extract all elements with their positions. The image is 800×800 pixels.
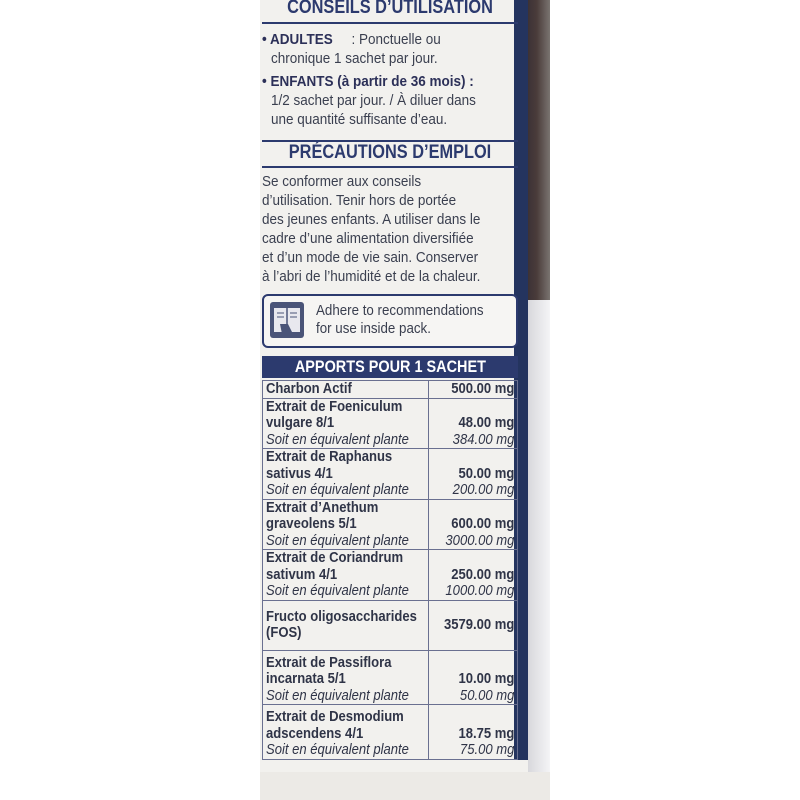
table-row [263, 381, 518, 399]
table-row [263, 600, 518, 650]
equivalent-label: Soit en équivalent plante [266, 431, 409, 448]
notice-line-2: for use inside pack. [316, 321, 431, 337]
enfants-block [262, 72, 512, 129]
precautions-rule-bottom [262, 166, 518, 168]
ingredient-name-2: sativus 4/1 [266, 465, 333, 482]
notice-line-1: Adhere to recommendations [316, 303, 484, 319]
adultes-text-2: chronique 1 sachet par jour. [271, 50, 438, 67]
package-bottom [260, 772, 550, 800]
ingredient-name: Extrait de Desmodium [266, 709, 404, 725]
precautions-line: à l’abri de l’humidité et de la chaleur. [262, 268, 481, 285]
equivalent-amount: 200.00 mg [452, 482, 514, 498]
table-row [263, 398, 518, 449]
notice-text [316, 302, 484, 338]
ingredient-name-2: vulgare 8/1 [266, 415, 335, 431]
equivalent-amount: 50.00 mg [459, 687, 514, 704]
table-row [263, 449, 518, 500]
ingredient-name: Extrait de Passiflora [266, 654, 392, 671]
ingredient-amount: 500.00 mg [450, 381, 514, 397]
precautions-line: et d’un mode de vie sain. Conserver [262, 249, 479, 266]
ingredient-name: Extrait de Coriandrum [266, 550, 404, 566]
conseils-rule [262, 22, 518, 24]
enfants-label: • ENFANTS (à partir de 36 mois) : [262, 73, 474, 90]
ingredient-cell [263, 705, 429, 760]
adultes-block [262, 30, 512, 68]
ingredient-cell [263, 381, 429, 399]
equivalent-label: Soit en équivalent plante [266, 687, 409, 704]
enfants-text-2: une quantité suffisante d’eau. [271, 111, 448, 128]
amount-cell [428, 499, 517, 550]
background [0, 0, 260, 800]
precautions-line: Se conformer aux conseils [262, 173, 422, 190]
equivalent-label: Soit en équivalent plante [266, 532, 409, 549]
equivalent-label: Soit en équivalent plante [266, 742, 409, 758]
table-row [263, 550, 518, 601]
amount-cell [428, 650, 517, 705]
ingredient-amount: 3579.00 mg [443, 616, 514, 633]
equivalent-label: Soit en équivalent plante [266, 583, 409, 599]
ingredient-name: Fructo oligosaccharides [266, 608, 417, 625]
ingredient-cell [263, 449, 429, 500]
ingredient-amount: 18.75 mg [458, 725, 514, 742]
amount-cell [428, 381, 517, 399]
adultes-text-1: : Ponctuelle ou [351, 31, 441, 48]
ingredient-cell [263, 398, 429, 449]
ingredient-name-2: graveolens 5/1 [266, 516, 357, 532]
equivalent-label: Soit en équivalent plante [266, 482, 409, 498]
ingredient-cell [263, 600, 429, 650]
ingredient-name-2: sativum 4/1 [266, 566, 338, 583]
table-row [263, 499, 518, 550]
adultes-label: • ADULTES [262, 31, 333, 48]
ingredient-cell [263, 499, 429, 550]
ingredient-name: Charbon Actif [266, 381, 352, 397]
precautions-text [262, 172, 512, 286]
ingredient-name-2: incarnata 5/1 [266, 671, 346, 687]
book-hand-icon [270, 302, 304, 338]
apports-title [262, 356, 518, 378]
amount-cell [428, 600, 517, 650]
ingredient-name-2: (FOS) [266, 625, 302, 641]
enfants-text-1: 1/2 sachet par jour. / À diluer dans [271, 92, 476, 109]
equivalent-amount: 75.00 mg [459, 742, 514, 758]
ingredient-name: Extrait de Raphanus [266, 449, 393, 465]
precautions-line: cadre d’une alimentation diversifiée [262, 230, 474, 247]
ingredient-amount: 50.00 mg [458, 465, 514, 482]
ingredient-amount: 10.00 mg [458, 671, 514, 687]
equivalent-amount: 3000.00 mg [445, 532, 514, 549]
ingredient-amount: 600.00 mg [450, 516, 514, 532]
equivalent-amount: 1000.00 mg [445, 583, 514, 599]
ingredient-name-2: adscendens 4/1 [266, 725, 364, 742]
table-row [263, 705, 518, 760]
ingredient-name: Extrait d’Anethum [266, 499, 379, 516]
amount-cell [428, 449, 517, 500]
ingredient-amount: 250.00 mg [450, 566, 514, 583]
package-side [528, 0, 550, 800]
precautions-title: PRÉCAUTIONS D’EMPLOI [288, 142, 492, 163]
ingredient-cell [263, 650, 429, 705]
amount-cell [428, 550, 517, 601]
precautions-line: d’utilisation. Tenir hors de portée [262, 192, 457, 209]
amount-cell [428, 705, 517, 760]
precautions-line: des jeunes enfants. A utiliser dans le [262, 211, 481, 228]
ingredient-cell [263, 550, 429, 601]
amount-cell [428, 398, 517, 449]
equivalent-amount: 384.00 mg [452, 431, 514, 448]
instructions-notice [262, 294, 518, 348]
nutrition-table [262, 380, 518, 760]
apports-title-text: APPORTS POUR 1 SACHET [294, 357, 486, 376]
table-row [263, 650, 518, 705]
conseils-title: CONSEILS D’UTILISATION [287, 0, 493, 18]
ingredient-amount: 48.00 mg [458, 415, 514, 431]
ingredient-name: Extrait de Foeniculum [266, 398, 403, 415]
